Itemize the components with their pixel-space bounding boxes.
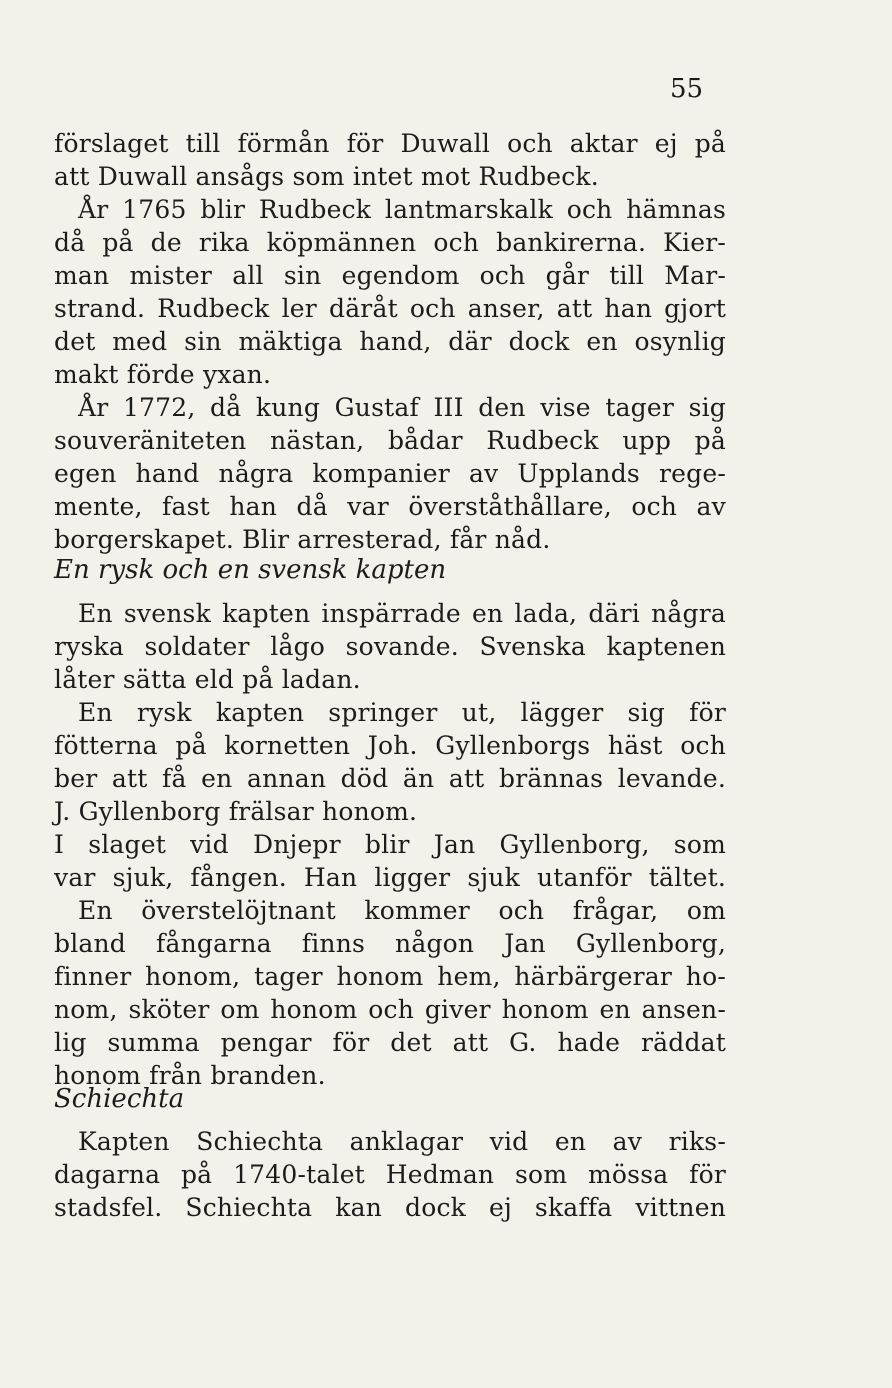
section-rysk-och-svensk-kapten (54, 597, 726, 1092)
text-line: egen hand några kompanier av Upplands rege- (54, 459, 726, 488)
section-schiechta (54, 1125, 726, 1224)
text-line: då på de rika köpmännen och bankirerna. Kier- (54, 228, 726, 257)
text-line: År 1765 blir Rudbeck lantmarskalk och hämnas (78, 195, 726, 224)
text-line: makt förde yxan. (54, 360, 272, 389)
text-line: Kapten Schiechta anklagar vid en av riks- (78, 1127, 726, 1156)
text-line: att Duwall ansågs som intet mot Rudbeck. (54, 162, 599, 191)
text-line: En svensk kapten inspärrade en lada, däri några (78, 599, 726, 628)
text-line: I slaget vid Dnjepr blir Jan Gyllenborg, som (54, 830, 726, 859)
text-line: låter sätta eld på ladan. (54, 665, 361, 694)
text-line: stadsfel. Schiechta kan dock ej skaffa vittnen (54, 1193, 726, 1222)
text-line: strand. Rudbeck ler däråt och anser, att han gjort (54, 294, 726, 323)
text-line: nom, sköter om honom och giver honom en ansen- (54, 995, 726, 1024)
text-line: fötterna på kornetten Joh. Gyllenborgs häst och (54, 731, 726, 760)
section-heading: En rysk och en svensk kapten (54, 555, 447, 585)
text-line: År 1772, då kung Gustaf III den vise tager sig (78, 393, 726, 422)
text-line: honom från branden. (54, 1061, 326, 1090)
text-line: En rysk kapten springer ut, lägger sig för (78, 698, 726, 727)
text-line: ber att få en annan död än att brännas levande. (54, 764, 726, 793)
text-line: lig summa pengar för det att G. hade räddat (54, 1028, 726, 1057)
text-line: ryska soldater lågo sovande. Svenska kaptenen (54, 632, 726, 661)
text-line: dagarna på 1740-talet Hedman som mössa för (54, 1160, 726, 1189)
text-line: var sjuk, fången. Han ligger sjuk utanför tältet. (54, 863, 726, 892)
text-line: förslaget till förmån för Duwall och aktar ej på (54, 129, 726, 158)
text-line: borgerskapet. Blir arresterad, får nåd. (54, 525, 551, 554)
text-line: finner honom, tager honom hem, härbärgerar ho- (54, 962, 726, 991)
section-heading: Schiechta (54, 1084, 185, 1114)
text-line: mente, fast han då var överståthållare, och av (54, 492, 726, 521)
text-line: man mister all sin egendom och går till Mar- (54, 261, 726, 290)
text-line: souveräniteten nästan, bådar Rudbeck upp på (54, 426, 726, 455)
page-number: 55 (670, 74, 704, 104)
text-line: det med sin mäktiga hand, där dock en osynlig (54, 327, 726, 356)
section-intro (54, 127, 726, 556)
text-line: bland fångarna finns någon Jan Gyllenborg, (54, 929, 726, 958)
text-line: J. Gyllenborg frälsar honom. (54, 797, 418, 826)
text-line: En överstelöjtnant kommer och frågar, om (78, 896, 726, 925)
